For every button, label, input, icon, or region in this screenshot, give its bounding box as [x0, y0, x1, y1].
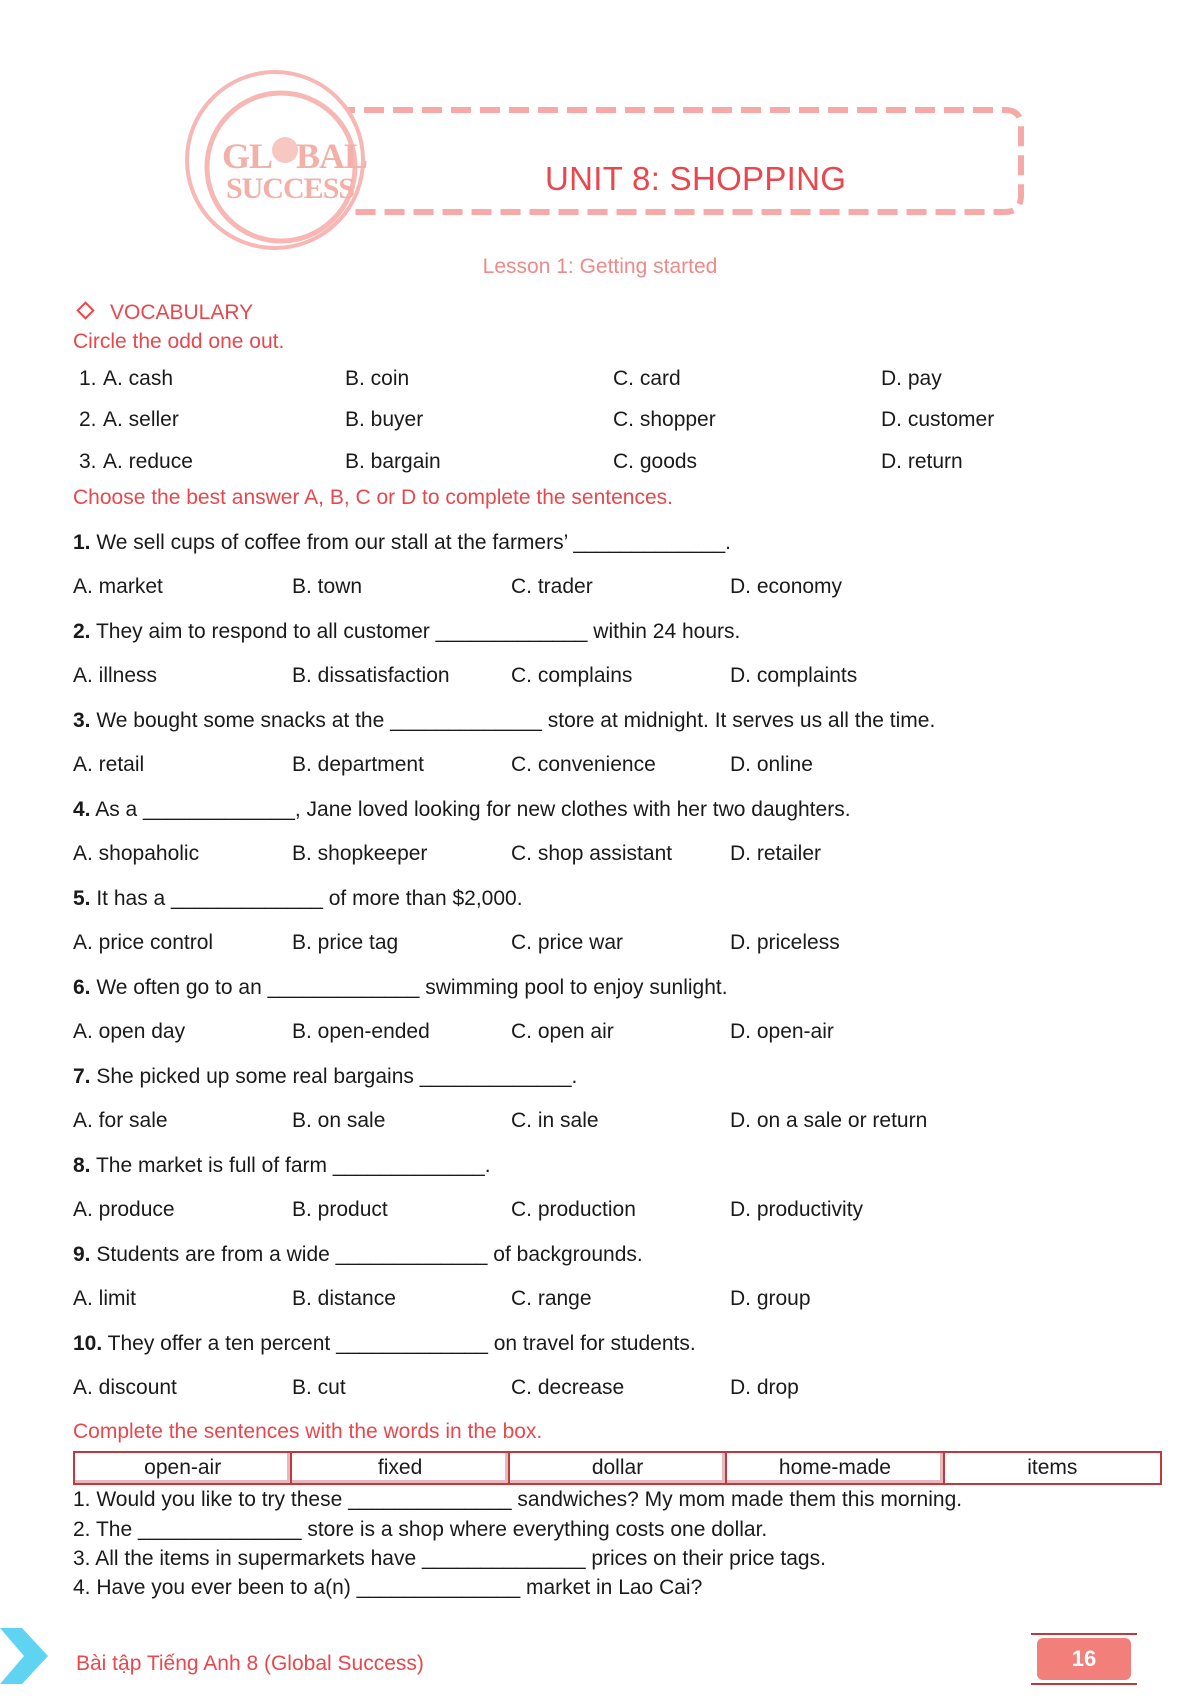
word-box [73, 1451, 1162, 1485]
complete-sentence-3: 3. All the items in supermarkets have ______________ prices on their price tags. [73, 1547, 826, 1570]
question-7: 7. She picked up some real bargains _____________. [73, 1065, 578, 1088]
chevron-right-icon [0, 1628, 50, 1684]
options-6: A. open day B. open-ended C. open air D. open-air [73, 1020, 834, 1043]
logo-text-global: GL BAL [222, 136, 368, 176]
options-3: A. retail B. department C. convenience D. online [73, 753, 813, 776]
page-number: 16 [1037, 1638, 1131, 1680]
logo-text-success: SUCCESS [226, 172, 355, 205]
word-box-cell: open-air [75, 1453, 292, 1483]
options-8: A. produce B. product C. production D. productivity [73, 1198, 864, 1221]
footer-book-title: Bài tập Tiếng Anh 8 (Global Success) [76, 1652, 424, 1675]
instruction-choose-best: Choose the best answer A, B, C or D to complete the sentences. [73, 486, 673, 509]
question-1: 1. We sell cups of coffee from our stall at the farmers’ _____________. [73, 531, 731, 554]
question-6: 6. We often go to an _____________ swimming pool to enjoy sunlight. [73, 976, 728, 999]
question-3: 3. We bought some snacks at the _____________ store at midnight. It serves us all the time. [73, 709, 936, 732]
unit-title: UNIT 8: SHOPPING [545, 160, 847, 197]
instruction-odd-one-out: Circle the odd one out. [73, 330, 285, 353]
odd-row-1: 1. A. cash B. coin C. card D. pay [79, 367, 942, 390]
question-10: 10. They offer a ten percent _____________ on travel for students. [73, 1332, 696, 1355]
section-vocabulary: VOCABULARY [73, 301, 253, 325]
word-box-cell: fixed [292, 1453, 509, 1483]
options-10: A. discount B. cut C. decrease D. drop [73, 1376, 799, 1399]
question-8: 8. The market is full of farm _____________. [73, 1154, 491, 1177]
complete-sentence-4: 4. Have you ever been to a(n) ______________ market in Lao Cai? [73, 1576, 703, 1599]
odd-row-2: 2. A. seller B. buyer C. shopper D. customer [79, 408, 995, 431]
question-4: 4. As a _____________, Jane loved looking for new clothes with her two daughters. [73, 798, 851, 821]
lesson-title: Lesson 1: Getting started [482, 255, 718, 278]
question-5: 5. It has a _____________ of more than $2,000. [73, 887, 523, 910]
options-9: A. limit B. distance C. range D. group [73, 1287, 811, 1310]
complete-sentence-1: 1. Would you like to try these ______________ sandwiches? My mom made them this morning. [73, 1488, 963, 1511]
word-box-cell: dollar [510, 1453, 727, 1483]
options-2: A. illness B. dissatisfaction C. complains D. complaints [73, 664, 858, 687]
options-5: A. price control B. price tag C. price war D. priceless [73, 931, 840, 954]
odd-row-3: 3. A. reduce B. bargain C. goods D. return [79, 450, 963, 473]
word-box-cell: home-made [727, 1453, 944, 1483]
diamond-icon [76, 301, 94, 319]
options-1: A. market B. town C. trader D. economy [73, 575, 843, 598]
word-box-cell: items [1027, 1456, 1078, 1479]
question-9: 9. Students are from a wide _____________ of backgrounds. [73, 1243, 643, 1266]
question-2: 2. They aim to respond to all customer _____________ within 24 hours. [73, 620, 741, 643]
instruction-complete: Complete the sentences with the words in the box. [73, 1420, 543, 1443]
options-4: A. shopaholic B. shopkeeper C. shop assistant D. retailer [73, 842, 822, 865]
complete-sentence-2: 2. The ______________ store is a shop where everything costs one dollar. [73, 1518, 768, 1541]
options-7: A. for sale B. on sale C. in sale D. on a sale or return [73, 1109, 928, 1132]
